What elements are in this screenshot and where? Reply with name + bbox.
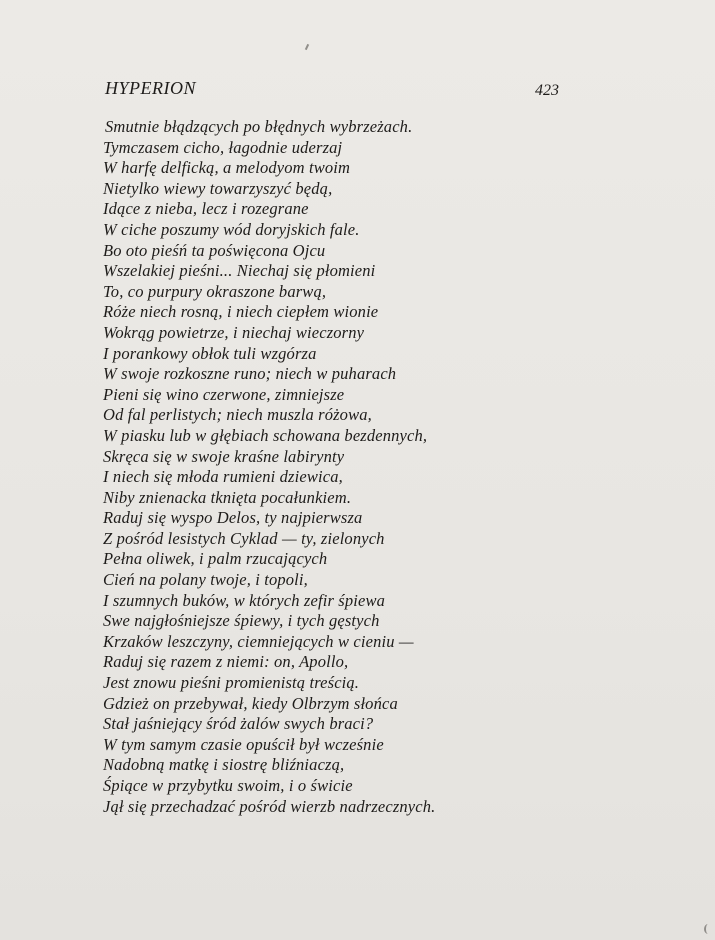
verse-line: Wokrąg powietrze, i niechaj wieczorny <box>103 322 365 342</box>
verse-line: Śpiące w przybytku swoim, i o świcie <box>103 776 353 795</box>
verse-line: W ciche poszumy wód doryjskich fale. <box>103 219 360 239</box>
ink-speck <box>305 44 309 50</box>
verse-line: Jest znowu pieśni promienistą treścią. <box>103 673 360 693</box>
verse-line: Jął się przechadzać pośród wierzb nadrzecznych. <box>103 796 436 816</box>
verse-line: I niech się młoda rumieni dziewica, <box>103 467 343 487</box>
verse-line: Skręca się w swoje kraśne labirynty <box>103 446 345 466</box>
verse-line: W harfę delficką, a melodyom twoim <box>103 158 351 178</box>
verse-line: Pieni się wino czerwone, zimniejsze <box>103 384 345 404</box>
verse-line: Wszelakiej pieśni... Niechaj się płomieni <box>103 261 376 281</box>
verse-line: Cień na polany twoje, i topoli, <box>103 570 308 590</box>
verse-line: Od fal perlistych; niech muszla różowa, <box>103 405 372 425</box>
verse-line: Swe najgłośniejsze śpiewy, i tych gęstych <box>103 611 380 631</box>
verse-line: Idące z nieba, lecz i rozegrane <box>103 199 309 219</box>
verse-line: Nietylko wiewy towarzyszyć będą, <box>103 178 333 198</box>
verse-line: I szumnych buków, w których zefir śpiewa <box>103 590 386 610</box>
verse-line: Raduj się razem z niemi: on, Apollo, <box>103 652 349 672</box>
page-edge-mark <box>704 924 712 934</box>
verse-line: W swoje rozkoszne runo; niech w puharach <box>103 364 397 384</box>
verse-line: Niby znienacka tknięta pocałunkiem. <box>103 487 352 507</box>
verse-line: I porankowy obłok tuli wzgórza <box>103 343 317 363</box>
verse-line: Bo oto pieśń ta poświęcona Ojcu <box>103 240 326 260</box>
verse-line: Róże niech rosną, i niech ciepłem wionie <box>103 302 379 322</box>
poem-verse <box>103 117 435 817</box>
verse-line: Raduj się wyspo Delos, ty najpierwsza <box>103 508 363 528</box>
verse-line: Krzaków leszczyny, ciemniejących w cieniu — <box>103 631 414 651</box>
verse-line: Gdzież on przebywał, kiedy Olbrzym słońca <box>103 693 398 713</box>
verse-line: Pełna oliwek, i palm rzucających <box>103 549 328 569</box>
verse-line: Z pośród lesistych Cyklad — ty, zielonych <box>103 528 385 548</box>
verse-line: Tymczasem cicho, łagodnie uderzaj <box>103 137 343 157</box>
verse-line: W tym samym czasie opuścił był wcześnie <box>103 734 384 754</box>
verse-line: Stał jaśniejący śród żalów swych braci? <box>103 714 374 734</box>
verse-line: Nadobną matkę i siostrę bliźniaczą, <box>103 755 345 775</box>
page-number: 423 <box>535 82 559 99</box>
verse-line: W piasku lub w głębiach schowana bezdennych, <box>103 425 428 445</box>
running-title: HYPERION <box>105 78 196 98</box>
verse-line: To, co purpury okraszone barwą, <box>103 281 327 301</box>
verse-line: Smutnie błądzących po błędnych wybrzeżach. <box>105 117 413 136</box>
